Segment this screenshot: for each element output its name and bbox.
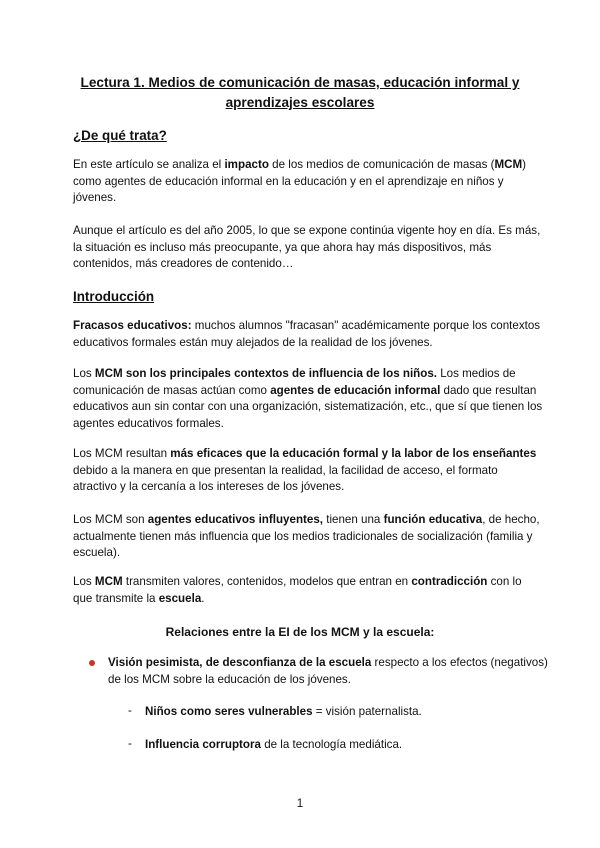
p1-bold-impacto: impacto bbox=[224, 158, 269, 171]
bullet-item-vision bbox=[86, 655, 560, 688]
p1-text: En este artículo se analiza el bbox=[73, 158, 225, 171]
p4-text-2: Los medios de comunicación de masas actúan como bbox=[73, 367, 516, 397]
p7-text-2: transmiten valores, contenidos, modelos que entran en bbox=[122, 575, 412, 588]
dash-marker: - bbox=[128, 704, 132, 717]
p5-bold: más eficaces que la educación formal y la labor de los enseñantes bbox=[170, 447, 537, 460]
paragraph-mas-eficaces bbox=[73, 446, 543, 496]
paragraph-contradiccion bbox=[73, 574, 543, 607]
bullet1-text: respecto a los efectos (negativos) de los MCM sobre la educación de los jóvenes. bbox=[108, 656, 548, 686]
p5-text-2: debido a la manera en que presentan la realidad, la facilidad de acceso, el formato atractivo y la cercanía a los intereses de los jóvenes. bbox=[73, 463, 498, 494]
p6-text-3: , de hecho, actualmente tienen más influencia que los medios tradicionales de socialización (familia y escuela). bbox=[73, 513, 540, 560]
p1-text-2: de los medios de comunicación de masas ( bbox=[268, 158, 495, 171]
paragraph-vigente bbox=[73, 223, 543, 273]
p7-bold-3: escuela bbox=[158, 591, 202, 605]
sub-item-vulnerables bbox=[145, 704, 545, 721]
bullet1-bold: Visión pesimista, de desconfianza de la escuela bbox=[108, 656, 372, 669]
sub-item-corruptora bbox=[145, 737, 545, 754]
p3-text: muchos alumnos "fracasan" académicamente porque los contextos educativos formales están muy alejados de la realidad de los jóvenes. bbox=[73, 319, 541, 349]
p4-bold-2: agentes de educación informal bbox=[270, 383, 441, 397]
p7-bold-2: contradicción bbox=[411, 575, 488, 588]
p6-text-2: tienen una bbox=[323, 513, 384, 526]
p7-bold: MCM bbox=[94, 575, 123, 588]
dash-marker: - bbox=[128, 737, 132, 750]
section-heading-introduccion: Introducción bbox=[73, 289, 155, 304]
sub1-bold: Niños como seres vulnerables bbox=[145, 705, 313, 718]
p4-text-3: dado que resultan educativos aun sin contar con una organización, sistematización, etc., que sí que tienen los agentes educativos formales. bbox=[73, 383, 543, 430]
p3-bold: Fracasos educativos: bbox=[73, 319, 192, 332]
paragraph-agentes-influyentes bbox=[73, 512, 543, 562]
p7-text-3: con lo que transmite la bbox=[73, 575, 522, 605]
sub2-bold: Influencia corruptora bbox=[145, 738, 261, 751]
p4-text: Los bbox=[73, 367, 95, 380]
p4-bold: MCM son los principales contextos de influencia de los niños. bbox=[94, 367, 437, 380]
centered-subheading: Relaciones entre la EI de los MCM y la escuela: bbox=[165, 625, 435, 639]
p6-text: Los MCM son bbox=[73, 513, 148, 526]
paragraph-intro bbox=[73, 157, 543, 207]
p1-text-3: ) como agentes de educación informal en la educación y en el aprendizaje en niños y jóvenes. bbox=[73, 158, 527, 205]
p1-bold-mcm: MCM bbox=[494, 158, 523, 171]
p6-bold-2: función educativa bbox=[383, 513, 483, 526]
sub2-text: de la tecnología mediática. bbox=[260, 738, 403, 751]
page-number: 1 bbox=[296, 797, 304, 810]
paragraph-fracasos bbox=[73, 318, 543, 351]
document-title: Lectura 1. Medios de comunicación de masas, educación informal y aprendizajes escolares bbox=[80, 75, 520, 110]
p6-bold: agentes educativos influyentes, bbox=[147, 513, 323, 526]
sub1-text: = visión paternalista. bbox=[312, 705, 422, 718]
p5-text: Los MCM resultan bbox=[73, 447, 171, 460]
p2-text: Aunque el artículo es del año 2005, lo que se expone continúa vigente hoy en día. Es más, la situación es incluso más preocupante, ya que ahora hay más dispositivos, más contenidos, más creadores de contenido… bbox=[73, 224, 541, 271]
p7-text-4: . bbox=[201, 591, 205, 605]
p7-text: Los bbox=[73, 575, 95, 588]
section-heading-what-about: ¿De qué trata? bbox=[73, 128, 167, 143]
paragraph-mcm-contextos bbox=[73, 366, 543, 432]
